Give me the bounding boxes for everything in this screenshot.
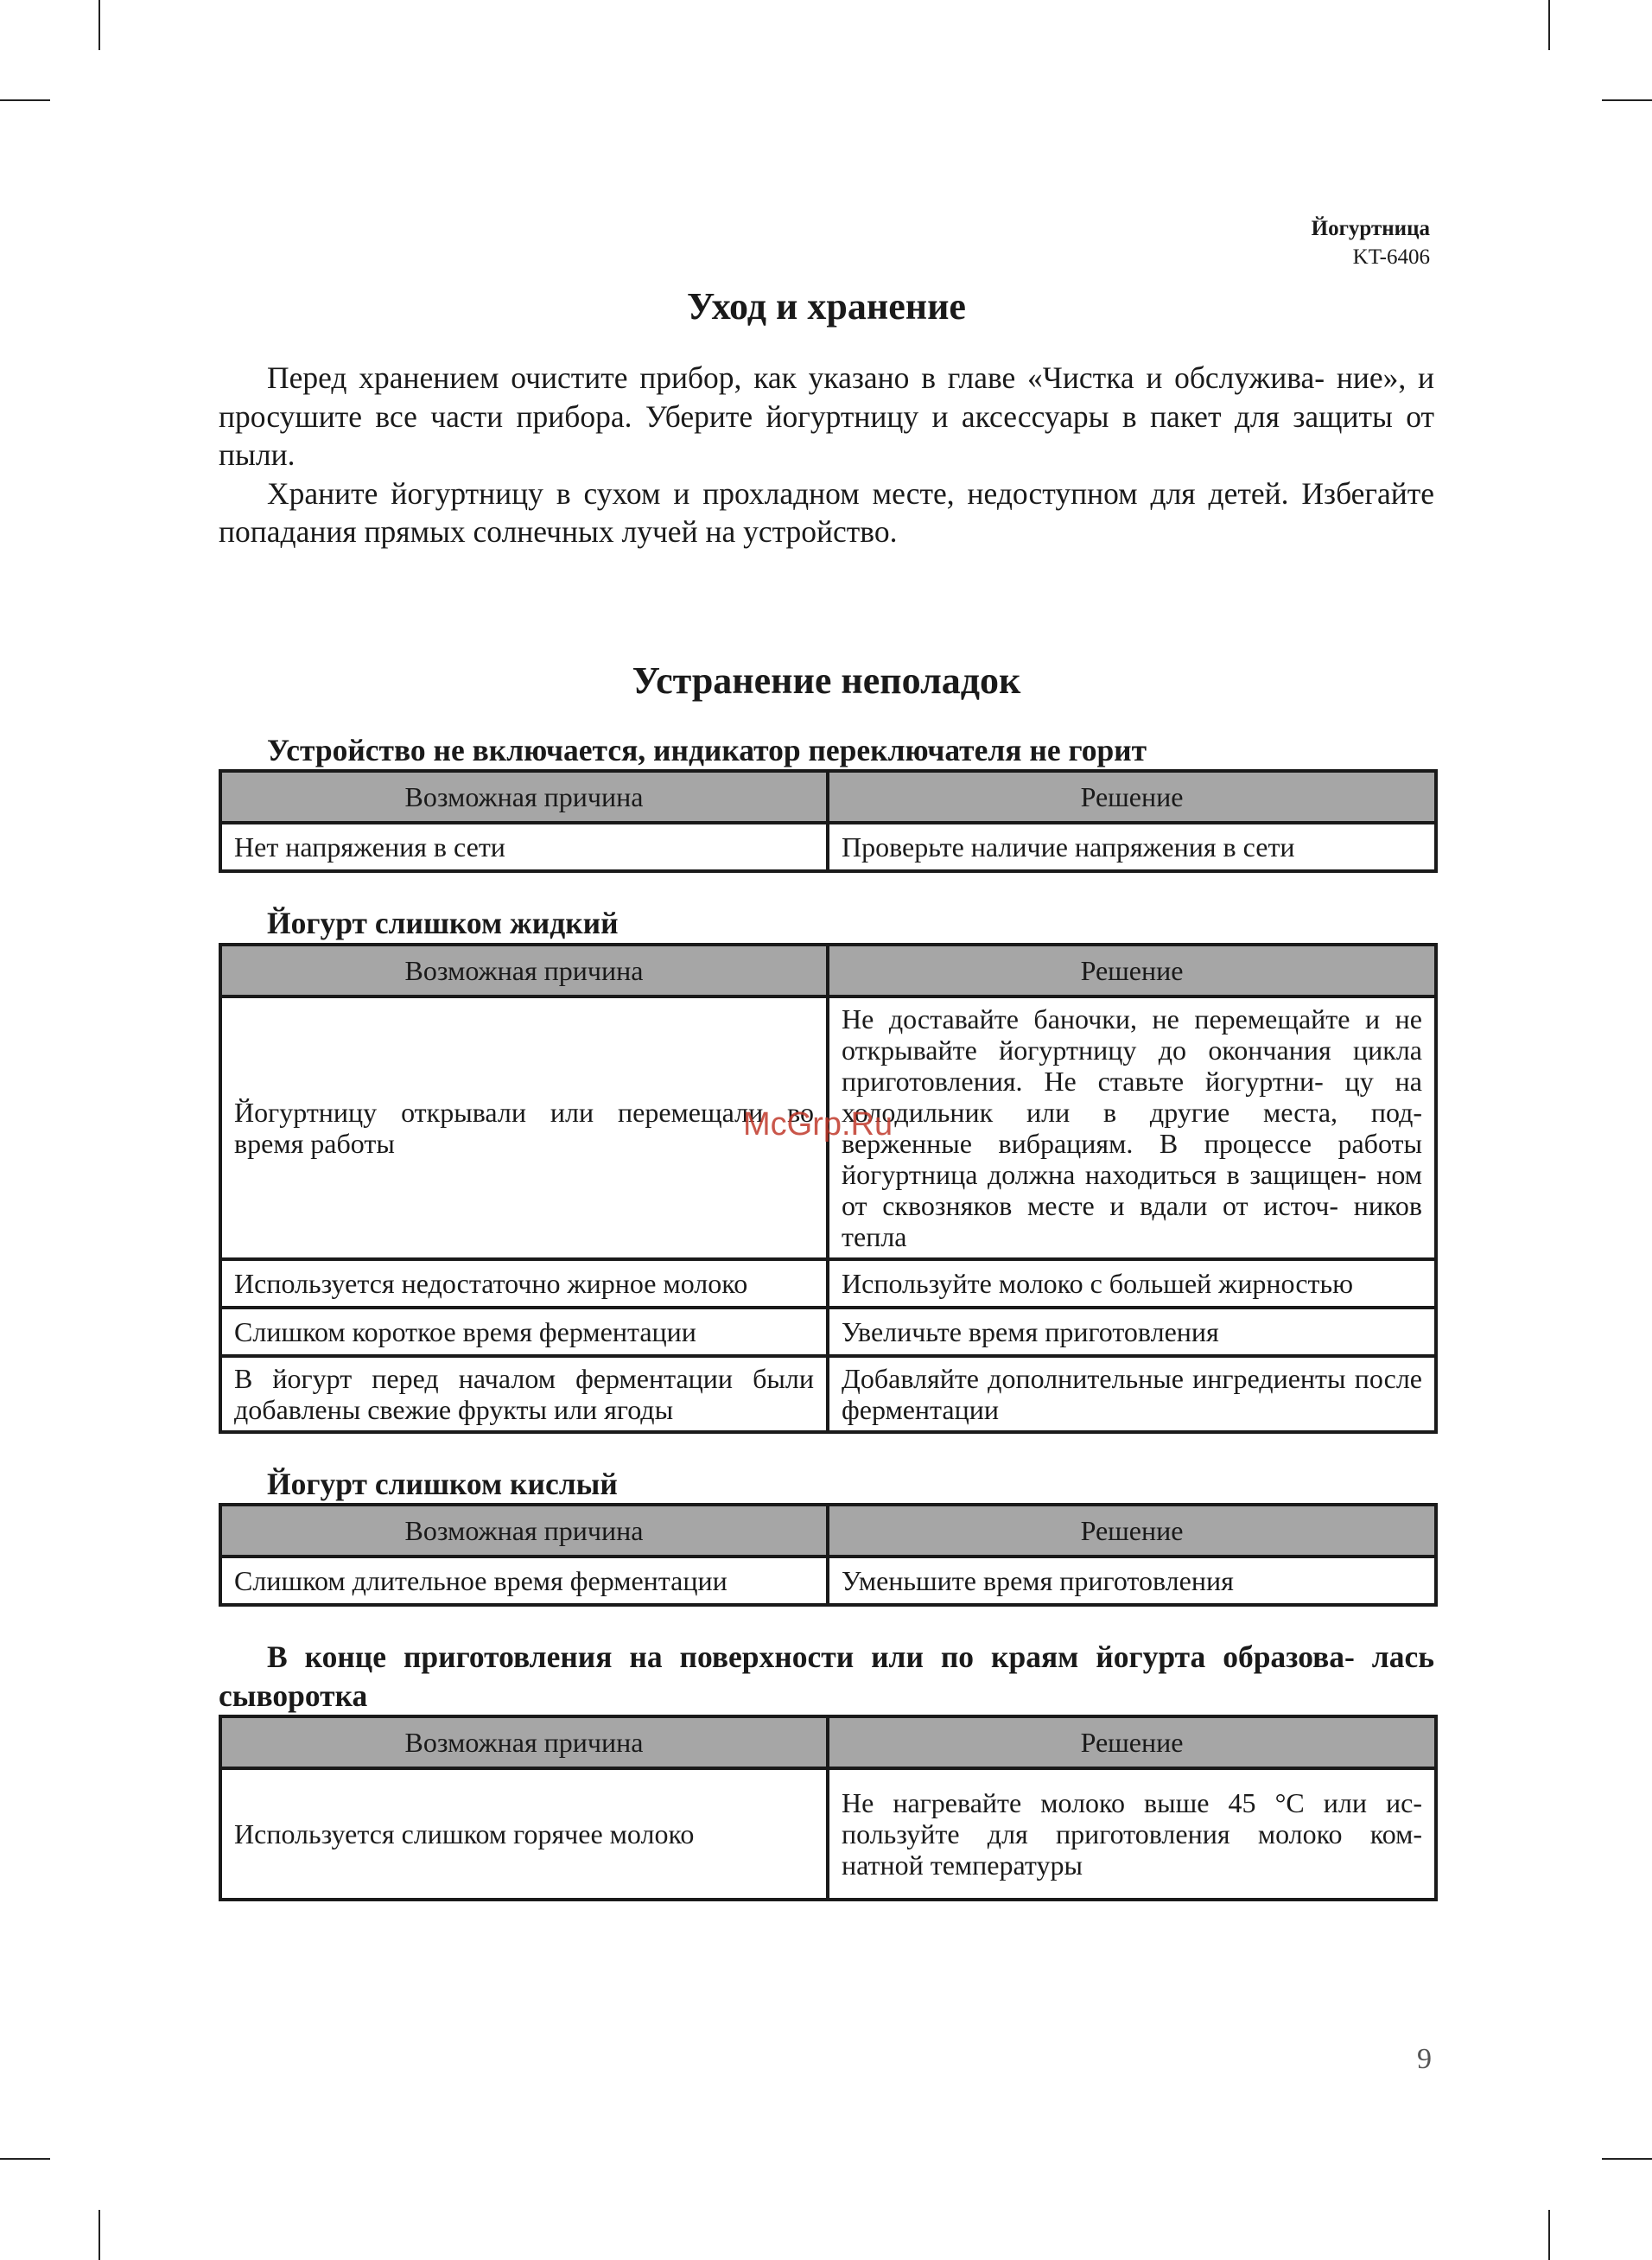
crop-mark xyxy=(1602,2158,1652,2160)
solution-cell: Не нагревайте молоко выше 45 °С или ис- пользуйте для приготовления молоко ком- натной температуры xyxy=(828,1768,1436,1900)
solution-cell: Проверьте наличие напряжения в сети xyxy=(828,823,1436,871)
care-title: Уход и хранение xyxy=(687,285,966,328)
model-number: KT-6406 xyxy=(1352,245,1430,269)
problem-heading: Устройство не включается, индикатор переключателя не горит xyxy=(267,732,1147,767)
solution-cell: Не доставайте баночки, не перемещайте и не открывайте йогуртницу до окончания цикла приготовления. Не ставьте йогуртни- цу на холодильник или в другие места, под- верженные вибрациям. В процессе работы йогуртница должна находиться в защищен- ном от сквозняков месте и вдали от источ- ников тепла xyxy=(828,996,1436,1259)
solution-cell: Используйте молоко с большей жирностью xyxy=(828,1259,1436,1308)
column-header-solution: Решение xyxy=(828,1505,1436,1557)
crop-mark xyxy=(1548,2210,1550,2260)
table-row xyxy=(220,1356,1436,1432)
cause-cell: Нет напряжения в сети xyxy=(220,823,828,871)
page-number: 9 xyxy=(1417,2043,1432,2075)
troubleshooting-table xyxy=(219,1503,1438,1607)
product-name: Йогуртница xyxy=(1311,217,1430,240)
column-header-cause: Возможная причина xyxy=(220,945,828,996)
running-header xyxy=(1312,214,1430,271)
table-row xyxy=(220,1259,1436,1308)
care-paragraph: Храните йогуртницу в сухом и прохладном месте, недоступном для детей. Избегайте попадания прямых солнечных лучей на устройство. xyxy=(219,475,1434,549)
crop-mark xyxy=(0,99,50,101)
column-header-cause: Возможная причина xyxy=(220,771,828,823)
table-header-row xyxy=(220,945,1436,996)
cause-cell: Используется недостаточно жирное молоко xyxy=(220,1259,828,1308)
problem-heading: Йогурт слишком кислый xyxy=(267,1466,618,1501)
column-header-cause: Возможная причина xyxy=(220,1505,828,1557)
problem-heading: В конце приготовления на поверхности или по краям йогурта образова- лась сыворотка xyxy=(219,1639,1434,1713)
column-header-solution: Решение xyxy=(828,945,1436,996)
table-row xyxy=(220,823,1436,871)
problem-heading: Йогурт слишком жидкий xyxy=(267,906,619,940)
table-row xyxy=(220,1768,1436,1900)
solution-cell: Добавляйте дополнительные ингредиенты после ферментации xyxy=(828,1356,1436,1432)
table-row xyxy=(220,1557,1436,1605)
troubleshooting-table xyxy=(219,1715,1438,1901)
crop-mark xyxy=(98,0,100,50)
solution-cell: Уменьшите время приготовления xyxy=(828,1557,1436,1605)
cause-cell: Слишком короткое время ферментации xyxy=(220,1308,828,1356)
cause-cell: Йогуртницу открывали или перемещали во время работы xyxy=(220,996,828,1259)
cause-cell: В йогурт перед началом ферментации были добавлены свежие фрукты или ягоды xyxy=(220,1356,828,1432)
troubleshooting-table xyxy=(219,943,1438,1434)
column-header-cause: Возможная причина xyxy=(220,1716,828,1768)
table-header-row xyxy=(220,1505,1436,1557)
crop-mark xyxy=(0,2158,50,2160)
crop-mark xyxy=(1548,0,1550,50)
care-paragraph: Перед хранением очистите прибор, как указано в главе «Чистка и обслужива- ние», и просушите все части прибора. Уберите йогуртницу и аксессуары в пакет для защиты от пыли. xyxy=(219,360,1434,472)
crop-mark xyxy=(98,2210,100,2260)
column-header-solution: Решение xyxy=(828,771,1436,823)
cause-cell: Слишком длительное время ферментации xyxy=(220,1557,828,1605)
column-header-solution: Решение xyxy=(828,1716,1436,1768)
page-content xyxy=(219,281,1434,1901)
table-row xyxy=(220,1308,1436,1356)
table-header-row xyxy=(220,1716,1436,1768)
troubleshooting-title: Устранение неполадок xyxy=(632,659,1021,702)
cause-cell: Используется слишком горячее молоко xyxy=(220,1768,828,1900)
watermark: McGrp.Ru xyxy=(743,1106,893,1143)
solution-cell: Увеличьте время приготовления xyxy=(828,1308,1436,1356)
table-header-row xyxy=(220,771,1436,823)
troubleshooting-table xyxy=(219,769,1438,873)
crop-mark xyxy=(1602,99,1652,101)
